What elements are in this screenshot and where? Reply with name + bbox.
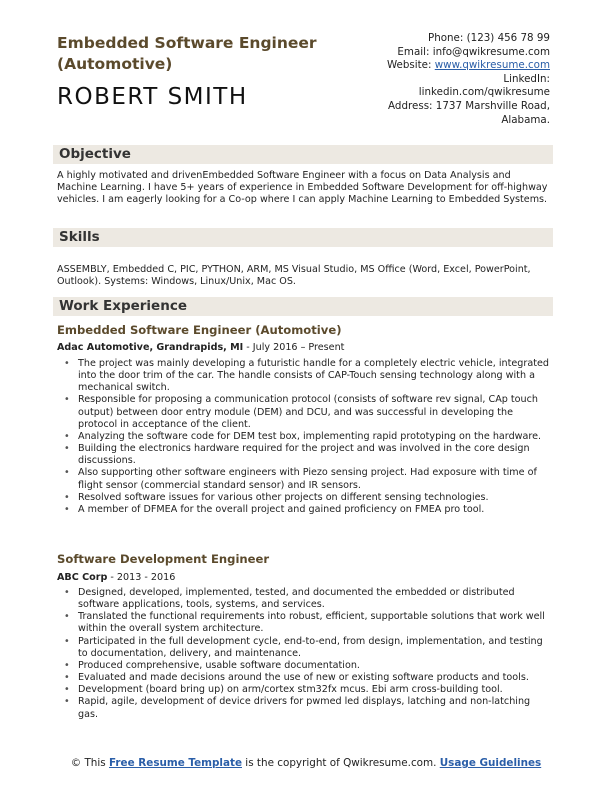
job-company: Adac Automotive, Grandrapids, MI	[57, 342, 244, 353]
list-item: • Analyzing the software code for DEM test box, implementing rapid prototyping on the hardware.	[57, 431, 551, 443]
list-item: • Also supporting other software engineers with Piezo sensing project. Had exposure with time of flight sensor (commercial standard sensor) and IR sensors.	[57, 467, 551, 491]
footer-middle: is the copyright of Qwikresume.com.	[242, 757, 440, 769]
work-section-header	[53, 297, 553, 316]
usage-guidelines-link[interactable]: Usage Guidelines	[439, 757, 542, 769]
job-dates: - 2013 - 2016	[107, 572, 176, 583]
contact-linkedin-label: LinkedIn:	[503, 72, 550, 85]
website-link[interactable]: www.qwikresume.com	[434, 59, 550, 72]
job-bullet-list	[57, 358, 551, 516]
list-item: • The project was mainly developing a futuristic handle for a completely electric vehicle, integrated into the door trim of the car. The handle consists of CAP-Touch sensing technology along with a mechanical switch.	[57, 358, 551, 394]
skills-heading: Skills	[59, 229, 100, 245]
list-item: • Produced comprehensive, usable software documentation.	[57, 660, 551, 672]
list-item: • Designed, developed, implemented, tested, and documented the embedded or distributed software applications, tools, systems, and services.	[57, 587, 551, 611]
job-company-line	[57, 342, 344, 353]
list-item: • Participated in the full development cycle, end-to-end, from design, implementation, and testing to documentation, delivery, and maintenance.	[57, 636, 551, 660]
contact-website	[340, 59, 550, 73]
candidate-name: ROBERT SMITH	[57, 84, 248, 110]
job-title: Software Development Engineer	[57, 552, 270, 566]
list-item: • Evaluated and made decisions around the use of new or existing software products and tools.	[57, 672, 551, 684]
skills-section-header	[53, 228, 553, 247]
skills-text: ASSEMBLY, Embedded C, PIC, PYTHON, ARM, MS Visual Studio, MS Office (Word, Excel, PowerPoint, Outlook). Systems: Windows, Linux/Unix, Mac OS.	[57, 264, 531, 288]
footer-prefix: © This	[70, 757, 109, 769]
job-dates: - July 2016 – Present	[243, 342, 345, 353]
contact-block	[340, 32, 550, 127]
list-item: • A member of DFMEA for the overall project and gained proficiency on FMEA pro tool.	[57, 504, 551, 516]
job-company-line	[57, 572, 175, 583]
contact-phone: Phone: (123) 456 78 99	[427, 32, 550, 44]
objective-text: A highly motivated and drivenEmbedded Software Engineer with a focus on Data Analysis and Machine Learning. I have 5+ years of experience in Embedded Software Development for off-highway vehicles. I am eagerly looking for a Co-op where I can apply Machine Learning to Embedded Systems.	[57, 170, 548, 206]
contact-linkedin-value: linkedin.com/qwikresume	[418, 86, 550, 99]
footer	[0, 757, 612, 771]
list-item: • Building the electronics hardware required for the project and was involved in the core design discussions.	[57, 443, 551, 467]
job-company: ABC Corp	[57, 572, 108, 583]
objective-section-header	[53, 145, 553, 164]
list-item: • Development (board bring up) on arm/cortex stm32fx mcus. Ebi arm cross-building tool.	[57, 684, 551, 696]
job-title: Embedded Software Engineer (Automotive)	[57, 323, 342, 337]
free-resume-template-link[interactable]: Free Resume Template	[109, 757, 242, 769]
work-heading: Work Experience	[59, 298, 187, 314]
contact-email: Email: info@qwikresume.com	[397, 45, 550, 58]
list-item: • Translated the functional requirements into robust, efficient, supportable solutions that work well within the overall system architecture.	[57, 611, 551, 635]
list-item: • Responsible for proposing a communication protocol (consists of software rev signal, CAp touch output) between door entry module (DEM) and DCU, and was successful in developing the protocol in acceptance of the client.	[57, 394, 551, 430]
objective-heading: Objective	[59, 146, 131, 162]
contact-address: Address: 1737 Marshville Road, Alabama.	[388, 99, 550, 126]
website-label: Website:	[386, 59, 435, 72]
resume-job-title: Embedded Software Engineer (Automotive)	[57, 34, 317, 73]
list-item: • Resolved software issues for various other projects on different sensing technologies.	[57, 492, 551, 504]
list-item: • Rapid, agile, development of device drivers for pwmed led displays, latching and non-latching gas.	[57, 696, 551, 720]
job-bullet-list	[57, 587, 551, 721]
